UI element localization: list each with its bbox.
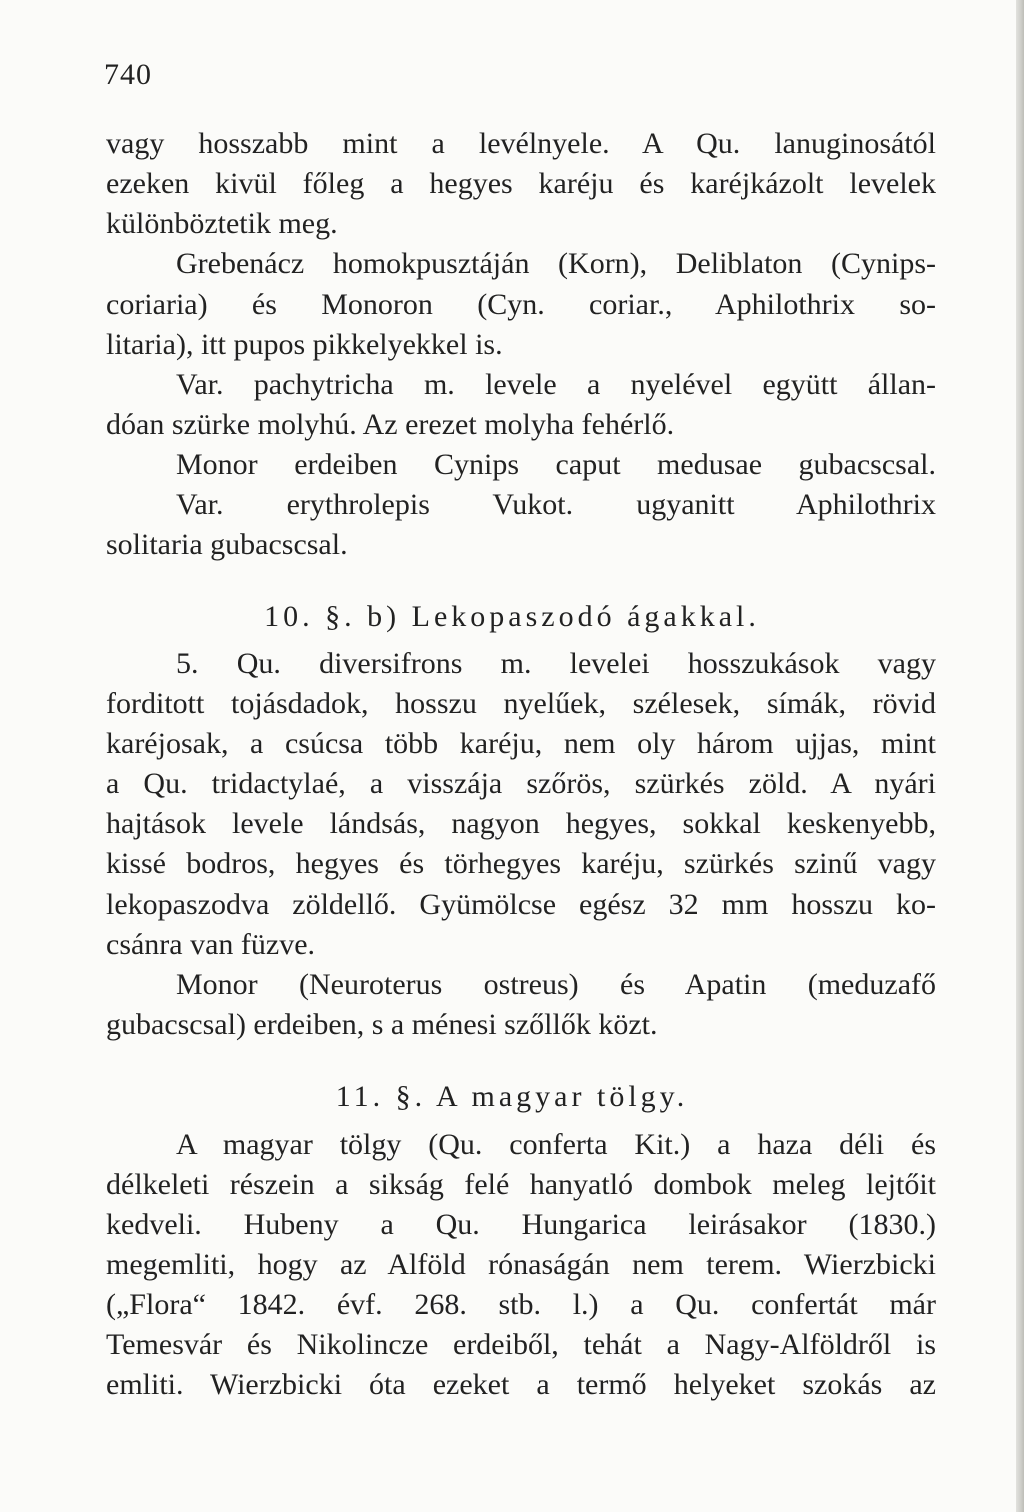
text-line: Temesvár és Nikolincze erdeiből, tehát a Nagy-Alföldről is: [106, 1328, 936, 1361]
section-heading: 10. §. b) Lekopaszodó ágakkal.: [264, 600, 760, 633]
text-line: vagy hosszabb mint a levélnyele. A Qu. lanuginosától: [106, 127, 936, 160]
text-line: emliti. Wierzbicki óta ezeket a termő helyeket szokás az: [106, 1368, 936, 1401]
text-line: dóan szürke molyhú. Az erezet molyha fehérlő.: [106, 408, 675, 441]
text-line: Var. erythrolepis Vukot. ugyanitt Aphilothrix: [176, 488, 936, 521]
text-line: kissé bodros, hegyes és törhegyes karéju, szürkés szinű vagy: [106, 847, 936, 880]
text-line: megemliti, hogy az Alföld rónaságán nem terem. Wierzbicki: [106, 1248, 936, 1281]
text-line: Grebenácz homokpusztáján (Korn), Deliblaton (Cynips-: [176, 247, 936, 280]
text-line: litaria), itt pupos pikkelyekkel is.: [106, 328, 503, 361]
text-line: különböztetik meg.: [106, 207, 338, 240]
text-line: csánra van füzve.: [106, 928, 316, 961]
page-number: 740: [104, 58, 152, 91]
text-line: („Flora“ 1842. évf. 268. stb. l.) a Qu. confertát már: [106, 1288, 936, 1321]
text-line: hajtások levele lándsás, nagyon hegyes, sokkal keskenyebb,: [106, 807, 936, 840]
text-line: solitaria gubacscsal.: [106, 528, 348, 561]
text-line: kedveli. Hubeny a Qu. Hungarica leirásakor (1830.): [106, 1208, 936, 1241]
text-line: coriaria) és Monoron (Cyn. coriar., Aphilothrix so-: [106, 288, 936, 321]
text-line: Monor erdeiben Cynips caput medusae gubacscsal.: [176, 448, 936, 481]
text-line: Var. pachytricha m. levele a nyelével együtt állan-: [176, 368, 936, 401]
text-line: forditott tojásdadok, hosszu nyelűek, szélesek, símák, rövid: [106, 687, 936, 720]
text-line: 5. Qu. diversifrons m. levelei hosszukások vagy: [176, 647, 936, 680]
text-line: délkeleti részein a sikság felé hanyatló dombok meleg lejtőit: [106, 1168, 936, 1201]
text-line: karéjosak, a csúcsa több karéju, nem oly három ujjas, mint: [106, 727, 936, 760]
text-line: gubacscsal) erdeiben, s a ménesi szőllők közt.: [106, 1008, 658, 1041]
page-edge-shadow: [1016, 0, 1024, 1512]
text-line: ezeken kivül főleg a hegyes karéju és karéjkázolt levelek: [106, 167, 936, 200]
text-line: A magyar tölgy (Qu. conferta Kit.) a haza déli és: [176, 1128, 936, 1161]
section-heading: 11. §. A magyar tölgy.: [335, 1080, 689, 1113]
text-line: a Qu. tridactylaé, a visszája szőrös, szürkés zöld. A nyári: [106, 767, 936, 800]
text-line: lekopaszodva zöldellő. Gyümölcse egész 32 mm hosszu ko-: [106, 888, 936, 921]
text-line: Monor (Neuroterus ostreus) és Apatin (meduzafő: [176, 968, 936, 1001]
